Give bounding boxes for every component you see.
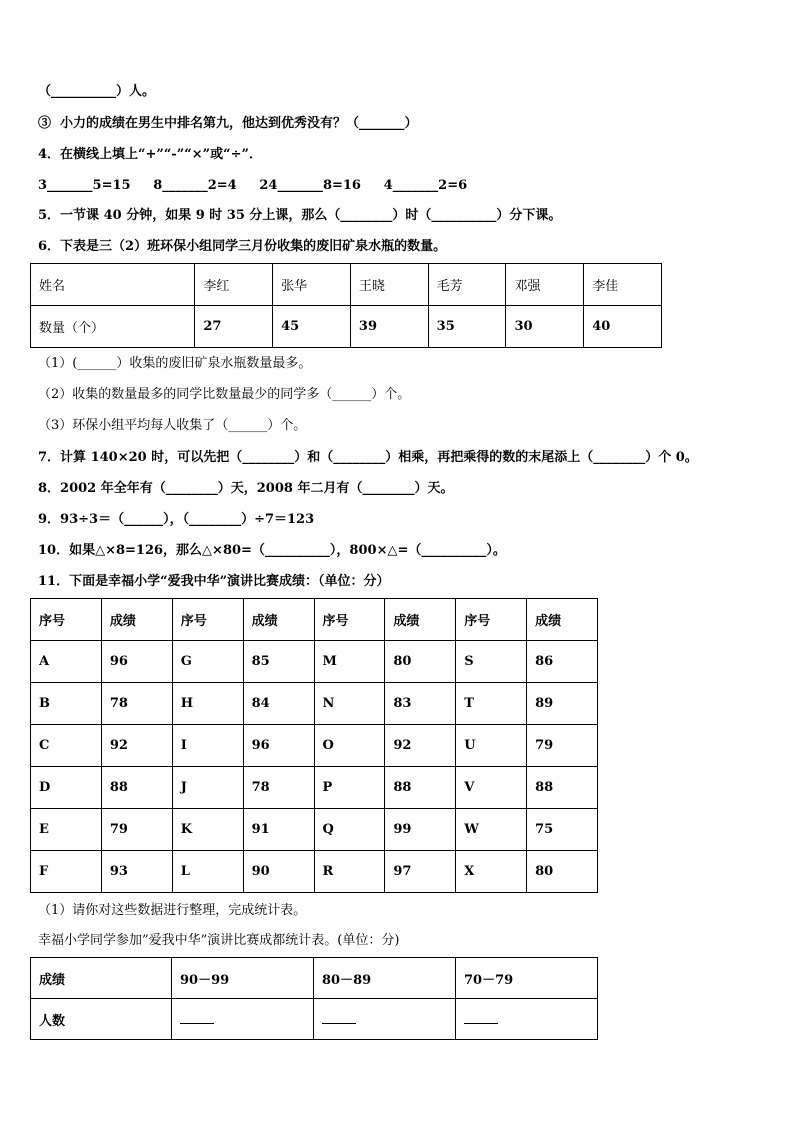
- table-cell: 91: [243, 809, 314, 851]
- table-cell: 92: [101, 725, 172, 767]
- q-line-2: ③ 小力的成绩在男生中排名第九，他达到优秀没有？（_______）: [38, 116, 418, 131]
- q10: 10．如果△×8=126，那么△×80=（__________），800×△=（__________）。: [38, 543, 506, 558]
- table-cell: 27: [195, 306, 273, 348]
- table-cell: 83: [385, 683, 456, 725]
- table-cell: 姓名: [31, 264, 195, 306]
- table-row: [31, 809, 598, 851]
- q6-sub1: （1）(______）收集的废旧矿泉水瓶数量最多。: [38, 356, 312, 371]
- table-cell: 97: [385, 851, 456, 893]
- table-cell: O: [314, 725, 385, 767]
- table-cell: 张华: [273, 264, 351, 306]
- table-cell: 35: [428, 306, 506, 348]
- table-cell: 成绩: [31, 958, 172, 999]
- table-cell: 80: [527, 851, 598, 893]
- table-cell: 93: [101, 851, 172, 893]
- table-cell: L: [172, 851, 243, 893]
- table-cell: 40: [584, 306, 662, 348]
- table-cell: 序号: [31, 599, 102, 641]
- table-cell: 88: [385, 767, 456, 809]
- q6-sub2: （2）收集的数量最多的同学比数量最少的同学多（______）个。: [38, 387, 411, 402]
- table-cell: N: [314, 683, 385, 725]
- table-cell: 王晓: [350, 264, 428, 306]
- table-cell: V: [456, 767, 527, 809]
- table-cell: 序号: [456, 599, 527, 641]
- table-row: [31, 683, 598, 725]
- table-cell: 80－89: [314, 958, 456, 999]
- table-cell: X: [456, 851, 527, 893]
- table-cell: 79: [101, 809, 172, 851]
- table-cell: 96: [101, 641, 172, 683]
- table-cell: J: [172, 767, 243, 809]
- answer-blank[interactable]: [322, 1011, 356, 1024]
- table-cell: 89: [527, 683, 598, 725]
- table-cell: R: [314, 851, 385, 893]
- table-cell: 86: [527, 641, 598, 683]
- q11-prompt: 11．下面是幸福小学“爱我中华”演讲比赛成绩：（单位：分）: [38, 574, 390, 589]
- table-row: [31, 725, 598, 767]
- table-bottle-collection: [30, 263, 662, 348]
- table-cell: 88: [101, 767, 172, 809]
- table-cell: 78: [243, 767, 314, 809]
- table-cell: 99: [385, 809, 456, 851]
- table-cell: W: [456, 809, 527, 851]
- table-row: [31, 958, 598, 999]
- table-cell: 90－99: [172, 958, 314, 999]
- table-cell: 90: [243, 851, 314, 893]
- table-cell: 成绩: [527, 599, 598, 641]
- answer-blank-cell[interactable]: [456, 999, 598, 1040]
- table-cell: 88: [527, 767, 598, 809]
- q6-sub3: （3）环保小组平均每人收集了（______）个。: [38, 418, 307, 433]
- answer-blank[interactable]: [464, 1011, 498, 1024]
- table-cell: 85: [243, 641, 314, 683]
- table-cell: A: [31, 641, 102, 683]
- table-cell: 数量（个）: [31, 306, 195, 348]
- table-cell: 78: [101, 683, 172, 725]
- table-cell: G: [172, 641, 243, 683]
- table-cell: T: [456, 683, 527, 725]
- table-cell: 92: [385, 725, 456, 767]
- table-row: [31, 999, 598, 1040]
- table-cell: 人数: [31, 999, 172, 1040]
- q5: 5．一节课 40 分钟，如果 9 时 35 分上课，那么（________）时（__________）分下课。: [38, 208, 562, 223]
- table-cell: H: [172, 683, 243, 725]
- table-speech-scores: [30, 598, 598, 893]
- table-cell: 李佳: [584, 264, 662, 306]
- table-row: [31, 851, 598, 893]
- table-cell: 84: [243, 683, 314, 725]
- answer-blank-cell[interactable]: [172, 999, 314, 1040]
- table-cell: K: [172, 809, 243, 851]
- table-cell: M: [314, 641, 385, 683]
- table-cell: I: [172, 725, 243, 767]
- table-cell: 30: [506, 306, 584, 348]
- table-cell: C: [31, 725, 102, 767]
- table-cell: E: [31, 809, 102, 851]
- table-cell: 75: [527, 809, 598, 851]
- table-row: [31, 599, 598, 641]
- table-cell: 序号: [314, 599, 385, 641]
- q9: 9．93÷3＝（______），（________）÷7＝123: [38, 512, 315, 527]
- table-cell: Q: [314, 809, 385, 851]
- table-cell: 序号: [172, 599, 243, 641]
- table-row: [31, 641, 598, 683]
- table-cell: 毛芳: [428, 264, 506, 306]
- table-cell: 80: [385, 641, 456, 683]
- answer-blank-cell[interactable]: [314, 999, 456, 1040]
- table-cell: 96: [243, 725, 314, 767]
- answer-blank[interactable]: [180, 1011, 214, 1024]
- table-row: [31, 767, 598, 809]
- q11-sub1: （1）请你对这些数据进行整理，完成统计表。: [38, 903, 307, 918]
- q-line-1: （__________）人。: [38, 84, 156, 99]
- q6-prompt: 6．下表是三（2）班环保小组同学三月份收集的废旧矿泉水瓶的数量。: [38, 239, 447, 254]
- table-score-stats: [30, 957, 598, 1040]
- table-cell: 李红: [195, 264, 273, 306]
- q4-prompt: 4．在横线上填上“+”“-”“×”或“÷”．: [38, 147, 262, 162]
- q7: 7．计算 140×20 时，可以先把（________）和（________）相乘，再把乘得的数的末尾添上（________）个 0。: [38, 450, 698, 465]
- table-cell: 成绩: [385, 599, 456, 641]
- table-cell: 79: [527, 725, 598, 767]
- table-cell: 70－79: [456, 958, 598, 999]
- table-cell: U: [456, 725, 527, 767]
- table-cell: D: [31, 767, 102, 809]
- table-cell: F: [31, 851, 102, 893]
- q4-blanks: 3_______5=15 8_______2=4 24_______8=16 4_______2=6: [38, 178, 468, 193]
- table-cell: 成绩: [101, 599, 172, 641]
- q11-table-caption: 幸福小学同学参加”爱我中华”演讲比赛成都统计表。(单位：分): [38, 933, 400, 948]
- table-cell: B: [31, 683, 102, 725]
- q8: 8．2002 年全年有（________）天，2008 年二月有（________）天。: [38, 481, 454, 496]
- table-cell: S: [456, 641, 527, 683]
- table-cell: 39: [350, 306, 428, 348]
- table-row: [31, 264, 662, 306]
- table-row: [31, 306, 662, 348]
- table-cell: P: [314, 767, 385, 809]
- table-cell: 成绩: [243, 599, 314, 641]
- table-cell: 邓强: [506, 264, 584, 306]
- table-cell: 45: [273, 306, 351, 348]
